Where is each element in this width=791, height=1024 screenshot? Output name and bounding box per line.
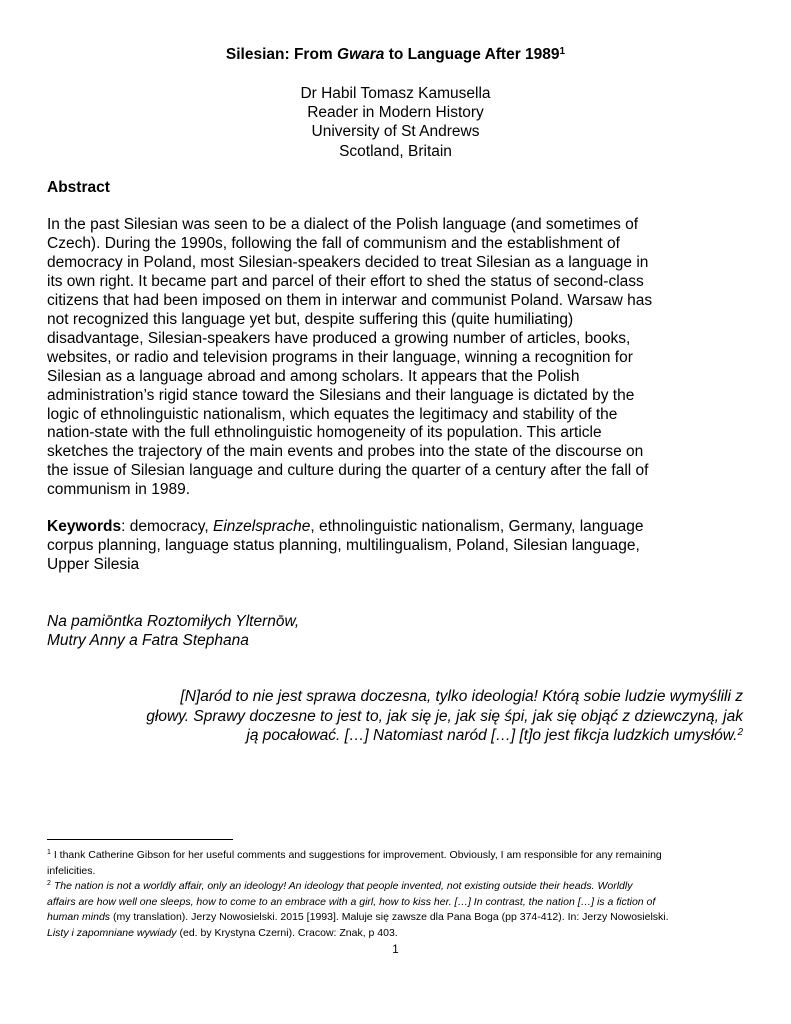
footnote-2-number: 2 (47, 880, 51, 887)
keywords-text: , ethnolinguistic nationalism, Germany, language (310, 518, 644, 535)
keywords-line: Upper Silesia (47, 556, 140, 573)
footnote-2-italic: affairs are how well one sleeps, how to come to an embrace with a girl, how to kiss her. […] In contrast, the nation […] is a fiction of (47, 895, 656, 908)
author-block (0, 84, 791, 161)
author-name: Dr Habil Tomasz Kamusella (300, 85, 491, 102)
author-institution: University of St Andrews (311, 123, 480, 141)
footnote-2-line (47, 895, 747, 911)
abstract-line: citizens that had been imposed on them in interwar and communist Poland. Warsaw has (47, 291, 653, 309)
abstract-line: democracy in Poland, most Silesian-speakers decided to treat Silesian as a language in (47, 253, 649, 271)
abstract-line: Silesian as a language abroad and among scholars. It appears that the Polish (47, 367, 580, 385)
title-italic-word: Gwara (337, 46, 385, 63)
keywords-line: corpus planning, language status planning, multilingualism, Poland, Silesian language, (47, 537, 640, 554)
author-location: Scotland, Britain (339, 142, 452, 160)
author-position: Reader in Modern History (307, 104, 484, 122)
abstract-line: disadvantage, Silesian-speakers have produced a growing number of articles, books, (47, 329, 631, 347)
footnote-2-italic: human minds (47, 911, 111, 923)
quote-line (47, 726, 743, 746)
dedication (47, 612, 299, 650)
keywords-italic-term: Einzelsprache (212, 518, 311, 535)
footnote-2-line (47, 926, 747, 942)
footnotes (47, 848, 747, 941)
footnote-1-line (47, 848, 747, 864)
abstract-line: In the past Silesian was seen to be a dialect of the Polish language (and sometimes of (47, 216, 639, 233)
keywords-text: : democracy, (121, 518, 213, 535)
footnote-2-italic: The nation is not a worldly affair, only an ideology! An ideology that people invented, not existing outside their heads. Worldly (53, 880, 633, 892)
footnote-2-line (47, 910, 747, 926)
footnote-1-line: infelicities. (47, 864, 96, 877)
footnote-divider (47, 839, 233, 840)
abstract-line: not recognized this language yet but, despite suffering this (quite humiliating) (47, 310, 574, 328)
keywords-label: Keywords (47, 518, 122, 535)
footnote-2-text: (my translation). Jerzy Nowosielski. 2015 [1993]. Maluje się zawsze dla Pana Boga (pp 374-412). In: Jerzy Nowosielski. (110, 911, 669, 923)
footnote-2-italic: Listy i zapomniane wywiady (47, 926, 177, 939)
abstract-line: communism in 1989. (47, 481, 191, 499)
abstract-line: its own right. It became part and parcel of their effort to shed the status of second-class (47, 272, 644, 290)
footnote-2-text: (ed. by Krystyna Czerni). Cracow: Znak, p 403. (176, 926, 398, 939)
abstract-body (47, 216, 743, 500)
keywords-block (47, 517, 747, 574)
abstract-line: logic of ethnolinguistic nationalism, which equates the legitimacy and stability of the (47, 405, 618, 423)
dedication-line: Mutry Anny a Fatra Stephana (47, 632, 249, 649)
abstract-line: Czech). During the 1990s, following the fall of communism and the establishment of (47, 234, 620, 252)
keywords-line (47, 517, 747, 536)
quote-footnote-ref[interactable]: 2 (737, 727, 743, 738)
paper-title (0, 45, 791, 65)
title-part-2: to Language After 1989 (384, 46, 560, 63)
quote-line-text: ją pocałować. […] Natomiast naród […] [t]o jest fikcja ludzkich umysłów. (246, 727, 738, 744)
footnote-2-line (47, 879, 747, 895)
abstract-line: the issue of Silesian language and culture during the quarter of a century after the fall of (47, 462, 649, 480)
abstract-line: websites, or radio and television programs in their language, winning a recognition for (47, 348, 633, 366)
abstract-line: administration’s rigid stance toward the Silesians and their language is dictated by the (47, 386, 635, 404)
footnote-1-number: 1 (47, 849, 51, 856)
dedication-line: Na pamiōntka Roztomiłych Ylternōw, (47, 613, 300, 630)
abstract-heading: Abstract (47, 179, 110, 196)
title-part-1: Silesian: From (225, 46, 338, 63)
quote-line: głowy. Sprawy doczesne to jest to, jak się je, jak się śpi, jak się objąć z dziewczyną, jak (146, 707, 743, 725)
epigraph-quote (47, 687, 743, 746)
abstract-line: nation-state with the full ethnolinguistic homogeneity of its population. This article (47, 424, 602, 442)
footnote-1-text: I thank Catherine Gibson for her useful comments and suggestions for improvement. Obviously, I am responsible for any remaining (50, 849, 662, 861)
abstract-line: sketches the trajectory of the main events and probes into the state of the discourse on (47, 443, 644, 461)
quote-line: [N]aród to nie jest sprawa doczesna, tylko ideologia! Którą sobie ludzie wymyślili z (180, 688, 743, 705)
page-number: 1 (392, 944, 399, 956)
title-footnote-ref[interactable]: 1 (559, 46, 566, 57)
